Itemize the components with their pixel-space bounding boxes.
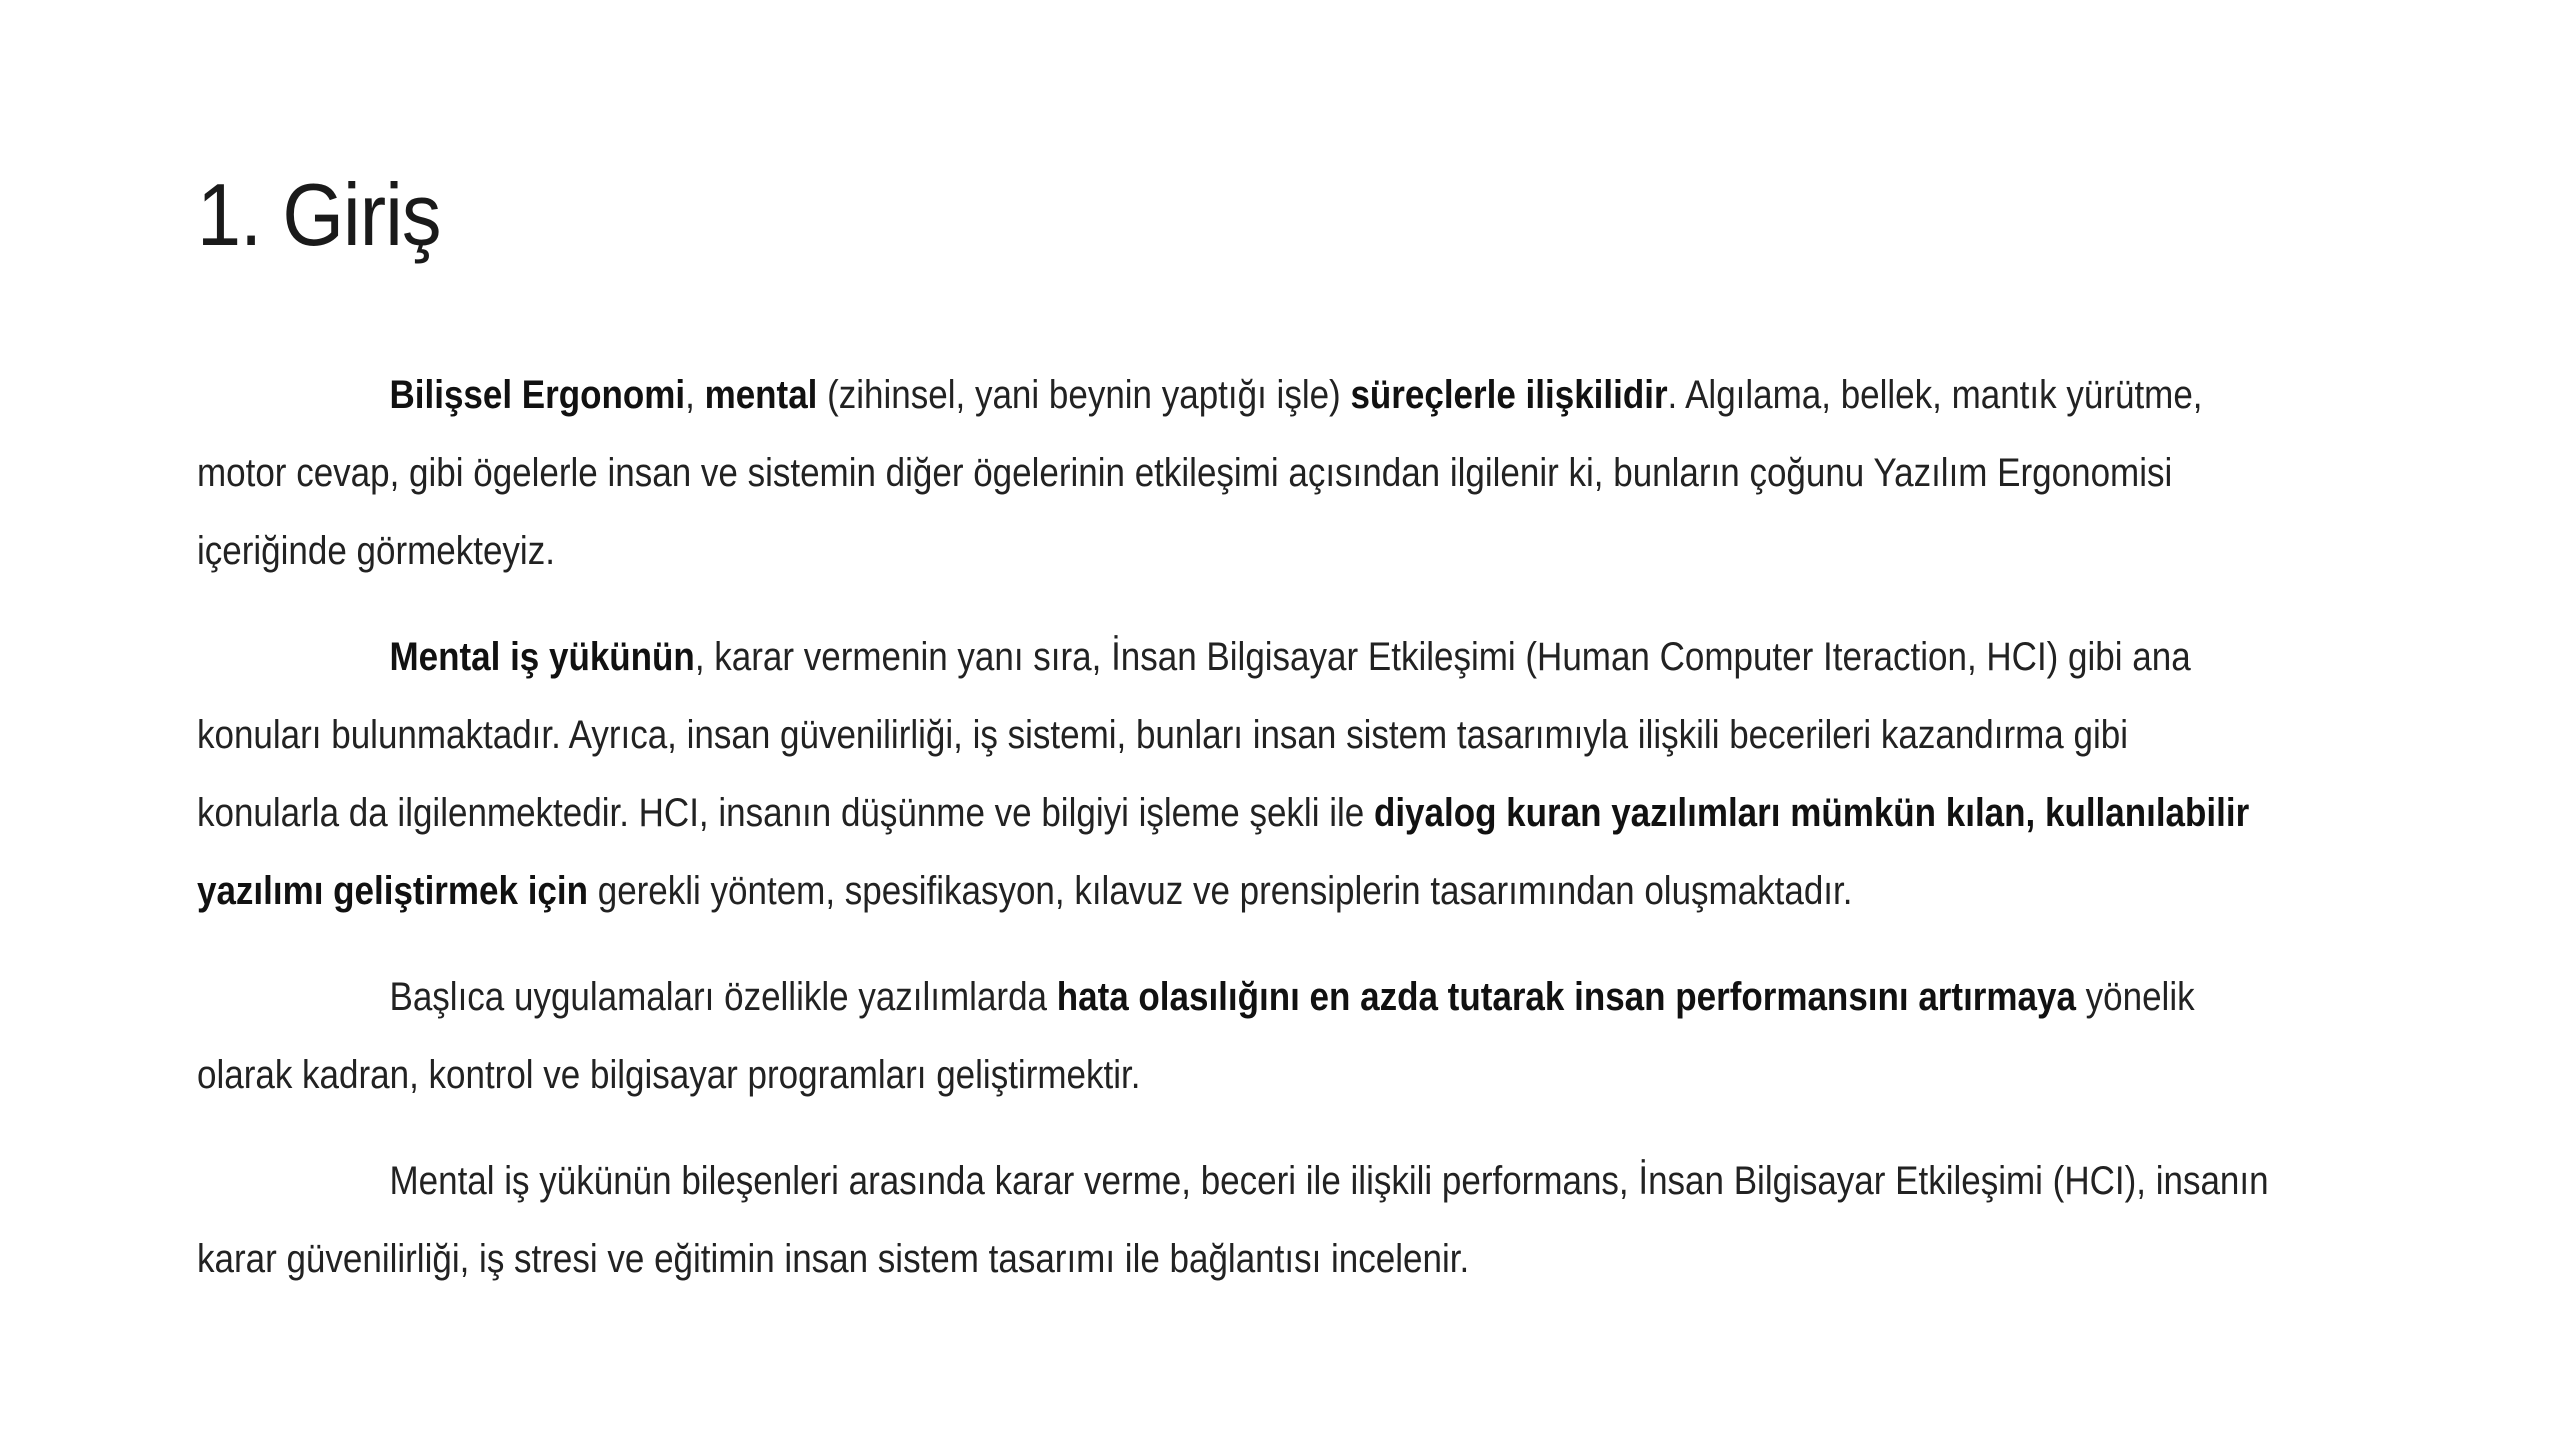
paragraph-mental-workload [197, 618, 2280, 930]
paragraph-cognitive-ergonomics [197, 356, 2280, 590]
paragraph-segment: (zihinsel, yani beynin yaptığı işle) [817, 373, 1351, 417]
paragraph-applications [197, 958, 2280, 1114]
paragraph-segment: hata olasılığını en azda tutarak insan performansını artırmaya [1056, 975, 2076, 1019]
paragraph-segment: süreçlerle ilişkilidir [1350, 373, 1668, 417]
paragraph-segment: gerekli yöntem, spesifikasyon, kılavuz ve prensiplerin tasarımından oluşmaktadır. [588, 869, 1853, 913]
paragraph-components [197, 1142, 2280, 1298]
paragraph-segment: mental [704, 373, 818, 417]
paragraph-segment: Mental iş yükünün [389, 635, 695, 679]
slide-title: 1. Giriş [197, 165, 441, 264]
paragraph-segment: Mental iş yükünün bileşenleri arasında karar verme, beceri ile ilişkili performans, İnsan Bilgisayar Etkileşimi (HCI), insanın karar güvenilirliği, iş stresi ve eğitimin insan sistem tasarımı ile bağlantısı incelenir. [197, 1159, 2269, 1281]
slide-body [197, 356, 2280, 1326]
paragraph-segment: , [685, 373, 705, 417]
paragraph-segment: . Algılama, bellek, mantık yürütme, motor cevap, gibi ögelerle insan ve sistemin diğer ögelerinin etkileşimi açısından ilgilenir ki, bunların çoğunu Yazılım Ergonomisi içeriğinde görmekteyiz. [197, 373, 2203, 573]
paragraph-segment: Başlıca uygulamaları özellikle yazılımlarda [389, 975, 1057, 1019]
paragraph-segment: Bilişsel Ergonomi [389, 373, 686, 417]
paragraph-segment: yönelik olarak kadran, kontrol ve bilgisayar programları geliştirmektir. [197, 975, 2195, 1097]
paragraph-segment: , karar vermenin yanı sıra, İnsan Bilgisayar Etkileşimi (Human Computer Iteraction, HCI) gibi ana konuları bulunmaktadır. Ayrıca, insan güvenilirliği, iş sistemi, bunları insan sistem tasarımıyla ilişkili becerileri kazandırma gibi konularla da ilgilenmektedir. HCI, insanın düşünme ve bilgiyi işleme şekli ile [197, 635, 2191, 835]
paragraph-segment: diyalog kuran yazılımları mümkün kılan, kullanılabilir yazılımı geliştirmek için [197, 791, 2250, 913]
